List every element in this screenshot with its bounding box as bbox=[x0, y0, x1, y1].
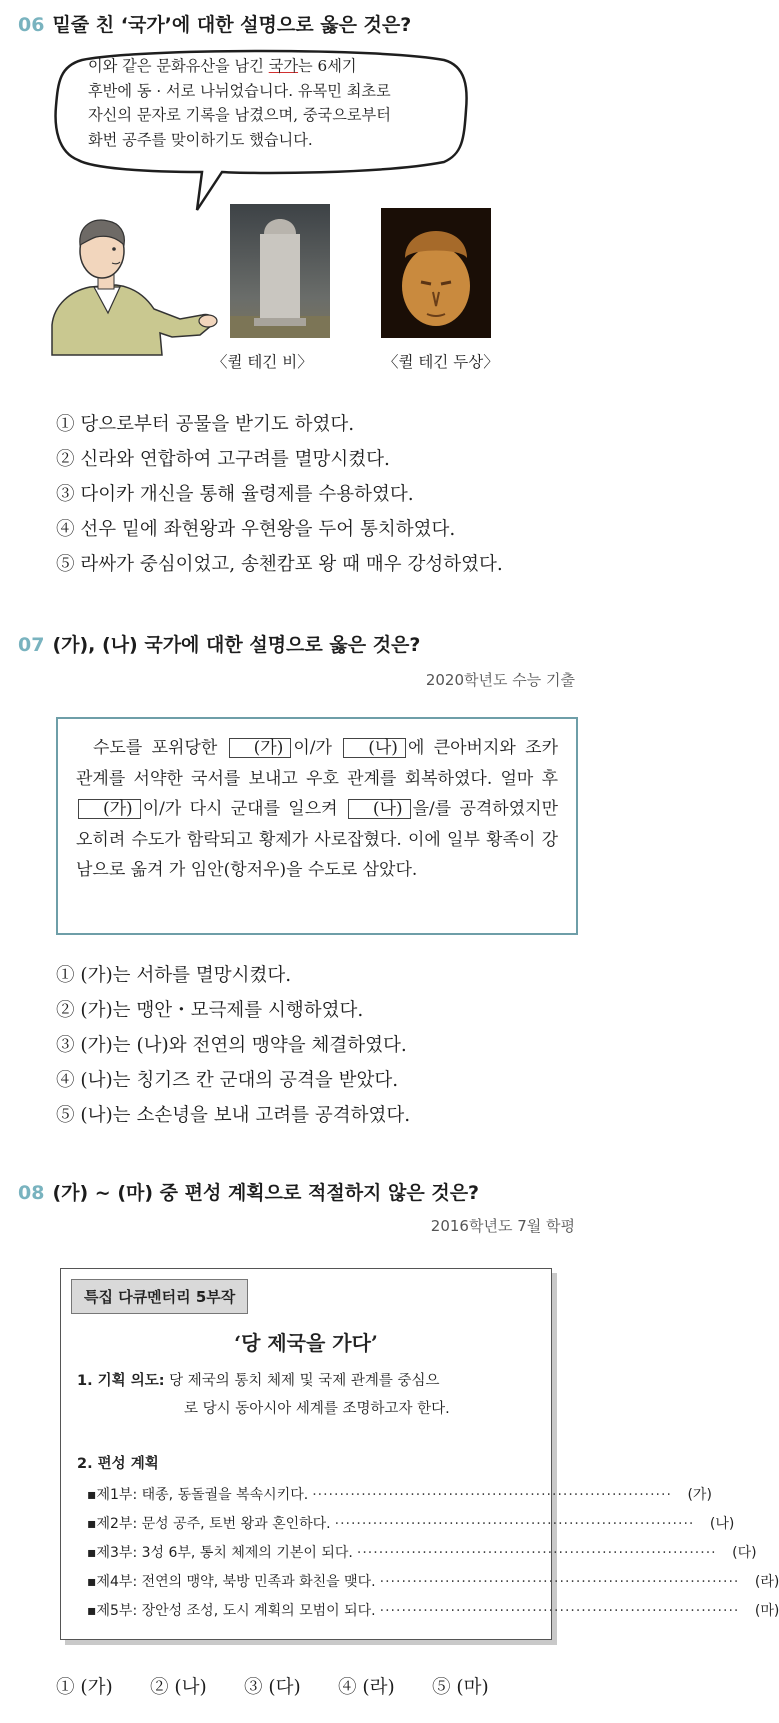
plan-mark: (다) bbox=[732, 1545, 757, 1561]
plan-list bbox=[87, 1481, 779, 1626]
plan-mark: (라) bbox=[754, 1574, 779, 1590]
leader-dots: ·································································· bbox=[356, 1545, 717, 1561]
documentary-plan-box bbox=[60, 1268, 779, 1640]
question-06-heading bbox=[18, 10, 411, 37]
documentary-title: ‘당 제국을 가다’ bbox=[234, 1331, 378, 1355]
underlined-word: 국가 bbox=[268, 57, 299, 75]
question-text: (가) ~ (마) 중 편성 계획으로 적절하지 않은 것은? bbox=[52, 1182, 480, 1204]
planning-intent-label: 1. 기획 의도: bbox=[77, 1373, 165, 1389]
question-07-heading bbox=[18, 630, 420, 657]
question-text: 밑줄 친 ‘국가’에 대한 설명으로 옳은 것은? bbox=[52, 14, 412, 36]
plan-item: ▪ 제3부: 3성 6부, 통치 체제의 기본이 되다. ·································································· (다) bbox=[87, 1539, 541, 1568]
blank-ga: (가) bbox=[78, 799, 141, 819]
question-number: 08 bbox=[18, 1182, 45, 1204]
choice-3[interactable]: ③ (다) bbox=[244, 1677, 301, 1698]
planning-intent bbox=[77, 1367, 539, 1423]
choice-2[interactable]: ② 신라와 연합하여 고구려를 멸망시켰다. bbox=[56, 449, 390, 470]
planning-intent-text: 당 제국의 통치 체제 및 국제 관계를 중심으 bbox=[169, 1373, 440, 1389]
question-number: 07 bbox=[18, 634, 45, 656]
choice-5[interactable]: ⑤ (나)는 소손녕을 보내 고려를 공격하였다. bbox=[56, 1105, 411, 1126]
choice-3[interactable]: ③ (가)는 (나)와 전연의 맹약을 체결하였다. bbox=[56, 1035, 407, 1056]
q08-choices bbox=[56, 1673, 526, 1699]
question-text: (가), (나) 국가에 대한 설명으로 옳은 것은? bbox=[52, 634, 421, 656]
plan-item: ▪ 제4부: 전연의 맹약, 북방 민족과 화친을 맺다. ·································································· (라) bbox=[87, 1568, 541, 1597]
bubble-line: 자신의 문자로 기록을 남겼으며, 중국으로부터 bbox=[88, 106, 391, 124]
blank-na: (나) bbox=[343, 738, 406, 758]
choice-4[interactable]: ④ 선우 밑에 좌현왕과 우현왕을 두어 통치하였다. bbox=[56, 519, 456, 540]
choice-3[interactable]: ③ 다이카 개신을 통해 율령제를 수용하였다. bbox=[56, 484, 414, 505]
question-source: 2020학년도 수능 기출 bbox=[425, 671, 575, 689]
question-number: 06 bbox=[18, 14, 45, 36]
caption-head: 〈퀼 테긴 두상〉 bbox=[383, 353, 499, 371]
blank-na: (나) bbox=[348, 799, 411, 819]
plan-mark: (마) bbox=[754, 1603, 779, 1619]
question-source: 2016학년도 7월 학평 bbox=[430, 1217, 575, 1235]
bubble-line: 화번 공주를 맞이하기도 했습니다. bbox=[88, 130, 313, 149]
choice-4[interactable]: ④ (라) bbox=[338, 1677, 395, 1698]
documentary-badge: 특집 다큐멘터리 5부작 bbox=[71, 1279, 248, 1314]
leader-dots: ·································································· bbox=[379, 1574, 740, 1590]
q07-choices bbox=[56, 958, 410, 1133]
teacher-illustration bbox=[50, 215, 220, 355]
plan-item: ▪ 제1부: 태종, 동돌궐을 복속시키다. ·································································· (가) bbox=[87, 1481, 541, 1510]
choice-1[interactable]: ① (가)는 서하를 멸망시켰다. bbox=[56, 965, 292, 986]
planning-intent-text: 로 당시 동아시아 세계를 조명하고자 한다. bbox=[184, 1401, 450, 1417]
plan-item: ▪ 제2부: 문성 공주, 토번 왕과 혼인하다. ·································································· (나) bbox=[87, 1510, 541, 1539]
choice-2[interactable]: ② (가)는 맹안・모극제를 시행하였다. bbox=[56, 1000, 364, 1021]
plan-heading: 2. 편성 계획 bbox=[77, 1456, 159, 1472]
source-passage-box bbox=[56, 717, 578, 935]
kul-tegin-stele-photo bbox=[230, 204, 330, 338]
blank-ga: (가) bbox=[229, 738, 292, 758]
caption-stele: 〈퀼 테긴 비〉 bbox=[212, 353, 313, 371]
choice-5[interactable]: ⑤ (마) bbox=[432, 1677, 489, 1698]
q06-choices bbox=[56, 407, 503, 582]
choice-5[interactable]: ⑤ 라싸가 중심이었고, 송첸캄포 왕 때 매우 강성하였다. bbox=[56, 554, 503, 575]
choice-1[interactable]: ① (가) bbox=[56, 1677, 113, 1698]
leader-dots: ·································································· bbox=[312, 1487, 672, 1503]
plan-mark: (나) bbox=[709, 1516, 735, 1532]
leader-dots: ·································································· bbox=[379, 1603, 740, 1619]
leader-dots: ·································································· bbox=[334, 1516, 695, 1532]
choice-2[interactable]: ② (나) bbox=[150, 1677, 207, 1698]
passage-text: 수도를 포위당한 (가) 이/가 (나) 에 큰아버지와 조카 관계를 서약한 국서를 보내고 우호 관계를 회복하였다. 얼마 후 (가) 이/가 다시 군대를 일으켜 (나) 을/를 공격하였지만 오히려 수도가 함락되고 황제가 사로잡혔다. 이에 일부 황족이 강남으로 옮겨 가 임안(항저우)을 수도로 삼았다. bbox=[76, 738, 558, 880]
question-08-heading bbox=[18, 1178, 479, 1205]
kul-tegin-head-photo bbox=[381, 208, 491, 338]
bubble-line: 이와 같은 문화유산을 남긴 국가는 6세기 bbox=[88, 57, 357, 75]
bubble-line: 후반에 동 · 서로 나뉘었습니다. 유목민 최초로 bbox=[88, 81, 391, 100]
plan-item: ▪ 제5부: 장안성 조성, 도시 계획의 모범이 되다. ·································································· (마) bbox=[87, 1597, 541, 1626]
choice-1[interactable]: ① 당으로부터 공물을 받기도 하였다. bbox=[56, 414, 355, 435]
bubble-text bbox=[88, 54, 468, 152]
choice-4[interactable]: ④ (나)는 칭기즈 칸 군대의 공격을 받았다. bbox=[56, 1070, 399, 1091]
plan-mark: (가) bbox=[687, 1487, 712, 1503]
